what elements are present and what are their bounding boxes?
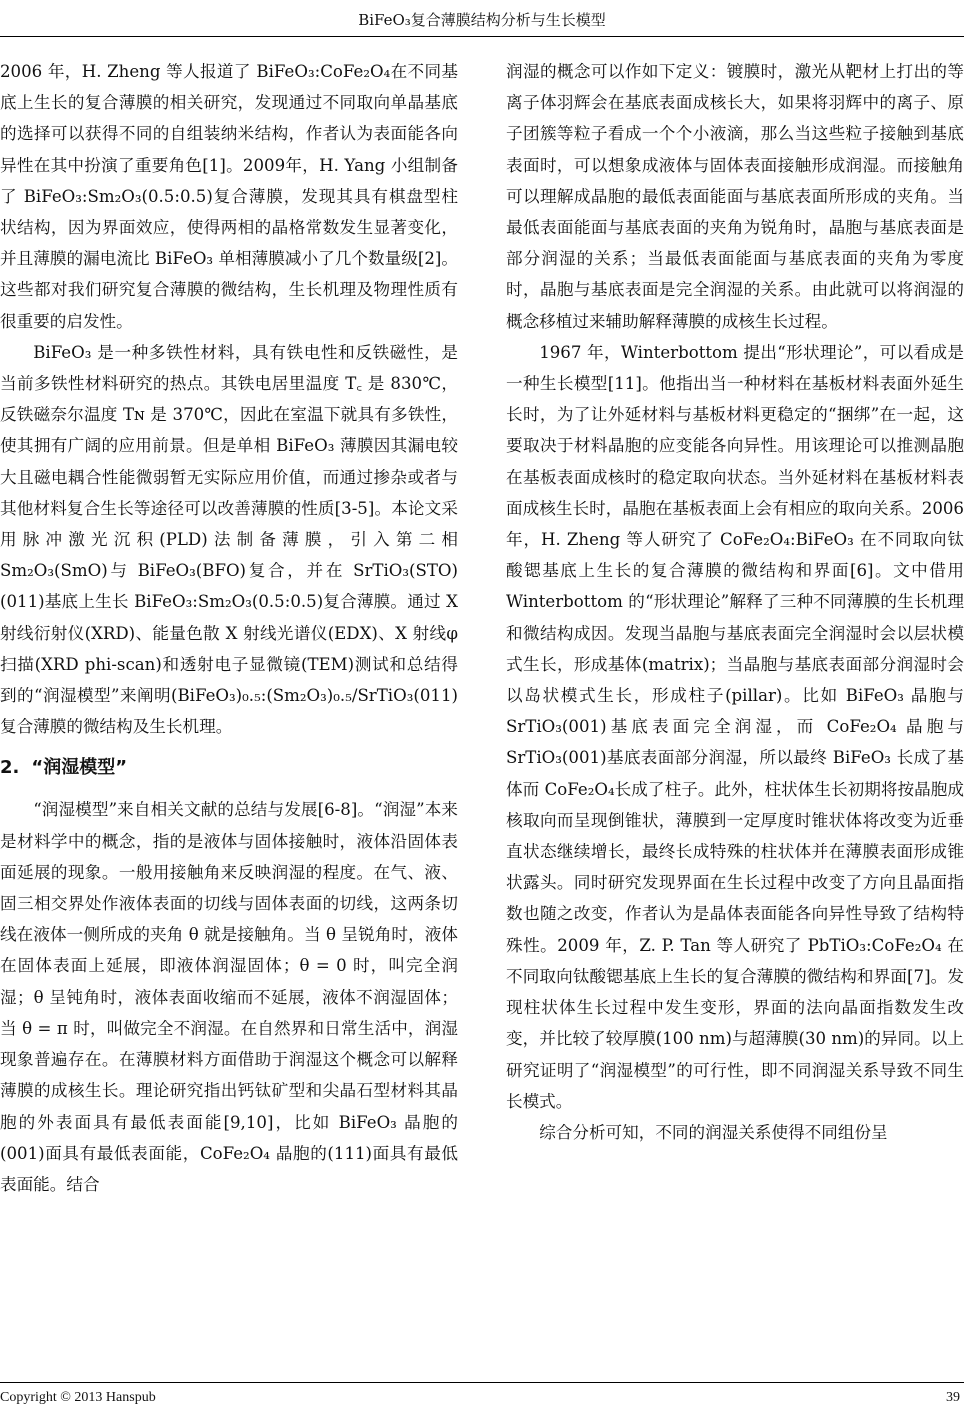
footer-rule — [0, 1382, 964, 1383]
left-column — [0, 56, 458, 1200]
paragraph-bifeo3-overview: BiFeO₃ 是一种多铁性材料，具有铁电性和反铁磁性，是当前多铁性材料研究的热点。其铁电居里温度 T꜀ 是 830℃，反铁磁奈尔温度 Tɴ 是 370℃，因此在室温下就具有多铁性，使其拥有广阔的应用前景。但是单相 BiFeO₃ 薄膜因其漏电较大且磁电耦合性能微弱暂无实际应用价值，而通过掺杂或者与其他材料复合生长等途径可以改善薄膜的性质[3-5]。本论文采用脉冲激光沉积(PLD)法制备薄膜，引入第二相 Sm₂O₃(SmO)与 BiFeO₃(BFO)复合，并在 SrTiO₃(STO)(011)基底上生长 BiFeO₃:Sm₂O₃(0.5:0.5)复合薄膜。通过 X 射线衍射仪(XRD)、能量色散 X 射线光谱仪(EDX)、X 射线φ扫描(XRD phi-scan)和透射电子显微镜(TEM)测试和总结得到的“润湿模型”来阐明(BiFeO₃)₀.₅:(Sm₂O₃)₀.₅/SrTiO₃(011)复合薄膜的微结构及生长机理。 — [0, 342, 458, 737]
running-header: BiFeO₃复合薄膜结构分析与生长模型 — [358, 11, 606, 29]
section-number: 2. — [0, 757, 20, 779]
page-number: 39 — [946, 1390, 960, 1405]
header-rule — [0, 36, 964, 37]
copyright-notice: Copyright © 2013 Hanspub — [0, 1390, 156, 1405]
right-column — [506, 56, 964, 1148]
section-title: “润湿模型” — [31, 757, 128, 779]
paragraph-wetting-definition: 润湿的概念可以作如下定义：镀膜时，激光从靶材上打出的等离子体羽辉会在基底表面成核长大，如果将羽辉中的离子、原子团簇等粒子看成一个个小液滴，那么当这些粒子接触到基底表面时，可以想象成液体与固体表面接触形成润湿。而接触角可以理解成晶胞的最低表面能面与基底表面所形成的夹角。当最低表面能面与基底表面的夹角为锐角时，晶胞与基底表面是部分润湿的关系；当最低表面能面与基底表面的夹角为零度时，晶胞与基底表面是完全润湿的关系。由此就可以将润湿的概念移植过来辅助解释薄膜的成核生长过程。 — [506, 62, 964, 331]
page-footer — [0, 1388, 964, 1410]
section-heading — [0, 754, 458, 782]
paragraph-winterbottom-theory: 1967 年，Winterbottom 提出“形状理论”，可以看成是一种生长模型[11]。他指出当一种材料在基板材料表面外延生长时，为了让外延材料与基板材料更稳定的“捆绑”在一起，这要取决于材料晶胞的应变能各向异性。用该理论可以推测晶胞在基板表面成核时的稳定取向状态。当外延材料在基板材料表面成核生长时，晶胞在基板表面上会有相应的取向关系。2006 年，H. Zheng 等人研究了 CoFe₂O₄:BiFeO₃ 在不同取向钛酸锶基底上生长的复合薄膜的微结构和界面[6]。文中借用 Winterbottom 的“形状理论”解释了三种不同薄膜的生长机理和微结构成因。发现当晶胞与基底表面完全润湿时会以层状模式生长，形成基体(matrix)；当晶胞与基底表面部分润湿时会以岛状模式生长，形成柱子(pillar)。比如 BiFeO₃ 晶胞与 SrTiO₃(001)基底表面完全润湿，而 CoFe₂O₄ 晶胞与 SrTiO₃(001)基底表面部分润湿，所以最终 BiFeO₃ 长成了基体而 CoFe₂O₄长成了柱子。此外，柱状体生长初期将按晶胞成核取向而呈现倒锥状，薄膜到一定厚度时锥状体将改变为近垂直状态继续增长，最终长成特殊的柱状体并在薄膜表面形成锥状露头。同时研究发现界面在生长过程中改变了方向且晶面指数也随之改变，作者认为是晶体表面能各向异性导致了结构特殊性。2009 年，Z. P. Tan 等人研究了 PbTiO₃:CoFe₂O₄ 在不同取向钛酸锶基底上生长的复合薄膜的微结构和界面[7]。发现柱状体生长过程中发生变形，界面的法向晶面指数发生改变，并比较了较厚膜(100 nm)与超薄膜(30 nm)的异同。以上研究证明了“润湿模型”的可行性，即不同润湿关系导致不同生长模式。 — [506, 342, 964, 1111]
paragraph-wetting-model: “润湿模型”来自相关文献的总结与发展[6-8]。“润湿”本来是材料学中的概念，指的是液体与固体接触时，液体沿固体表面延展的现象。一般用接触角来反映润湿的程度。在气、液、固三相交界处作液体表面的切线与固体表面的切线，这两条切线在液体一侧所成的夹角 θ 就是接触角。当 θ 呈锐角时，液体在固体表面上延展，即液体润湿固体；θ = 0 时，叫完全润湿；θ 呈钝角时，液体表面收缩而不延展，液体不润湿固体；当 θ = π 时，叫做完全不润湿。在自然界和日常生活中，润湿现象普遍存在。在薄膜材料方面借助于润湿这个概念可以解释薄膜的成核生长。理论研究指出钙钛矿型和尖晶石型材料其晶胞的外表面具有最低表面能[9,10]，比如 BiFeO₃ 晶胞的(001)面具有最低表面能，CoFe₂O₄ 晶胞的(111)面具有最低表面能。结合 — [0, 800, 458, 1194]
paragraph-summary: 综合分析可知，不同的润湿关系使得不同组份呈 — [539, 1122, 888, 1142]
paragraph-intro-zheng-yang: 2006 年，H. Zheng 等人报道了 BiFeO₃:CoFe₂O₄在不同基底上生长的复合薄膜的相关研究，发现通过不同取向单晶基底的选择可以获得不同的自组装纳米结构，作者认为表面能各向异性在其中扮演了重要角色[1]。2009年，H. Yang 小组制备了 BiFeO₃:Sm₂O₃(0.5:0.5)复合薄膜，发现其具有棋盘型柱状结构，因为界面效应，使得两相的晶格常数发生显著变化，并且薄膜的漏电流比 BiFeO₃ 单相薄膜减小了几个数量级[2]。这些都对我们研究复合薄膜的微结构，生长机理及物理性质有很重要的启发性。 — [0, 62, 458, 331]
